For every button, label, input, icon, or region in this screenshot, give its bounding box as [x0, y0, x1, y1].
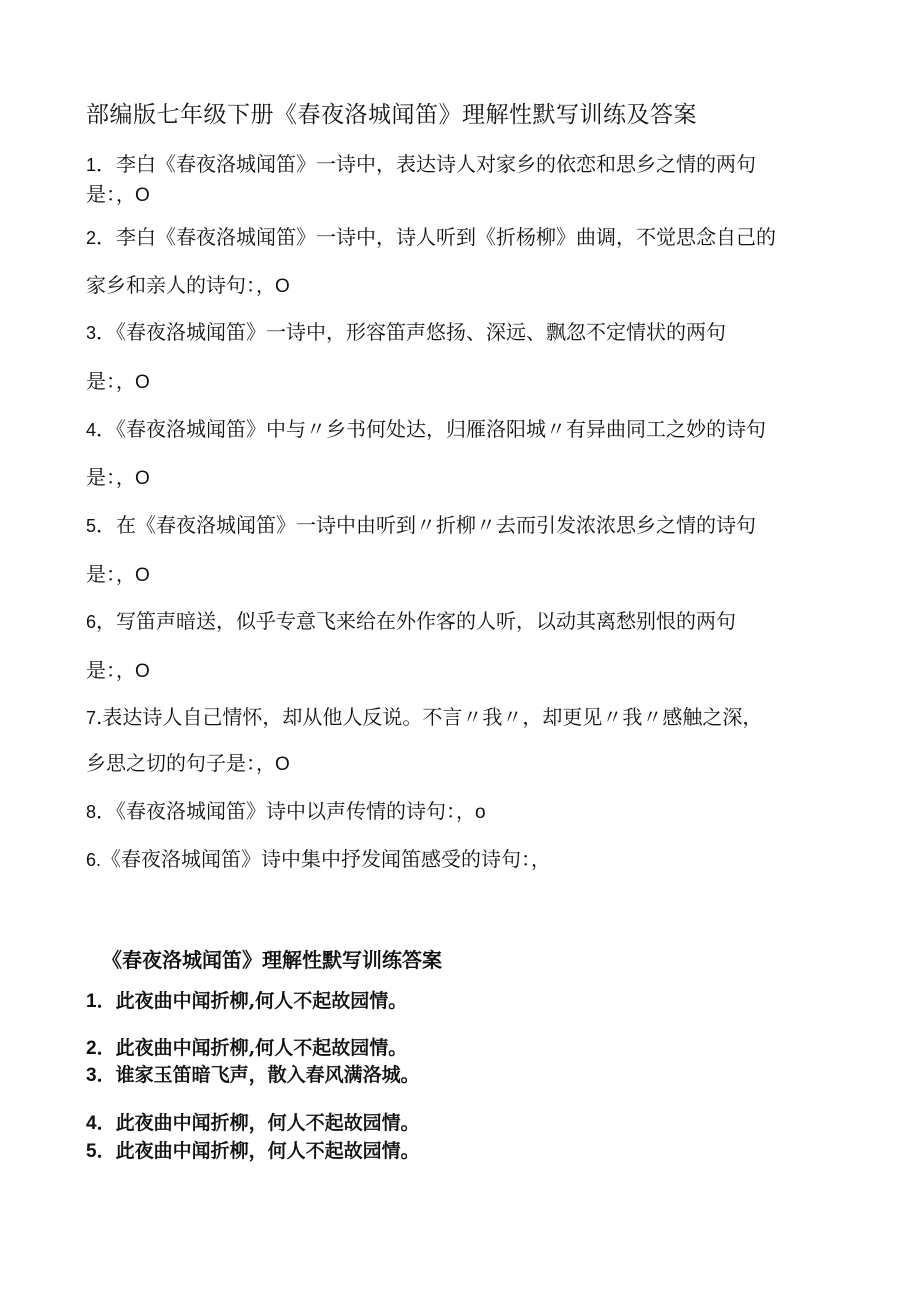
question-4-line-2 [86, 463, 150, 493]
answer-text: ．此夜曲中闻折柳,何人不起故园情。 [96, 1037, 408, 1059]
question-number: 6 [86, 612, 97, 632]
blank-marker: ，O [116, 185, 150, 206]
question-number: 4 [86, 420, 97, 440]
question-text: .表达诗人自己情怀，却从他人反说。不言〃我〃，却更见〃我〃感触之深， [96, 705, 763, 729]
answer-text: ．谁家玉笛暗飞声，散入春风满洛城。 [96, 1064, 420, 1086]
question-3-line-1 [86, 318, 726, 347]
question-number: 1 [86, 155, 97, 175]
question-2-line-1 [86, 223, 776, 252]
answer-text: ．此夜曲中闻折柳,何人不起故园情。 [96, 990, 408, 1012]
answer-1 [86, 988, 407, 1015]
question-5-line-1 [86, 511, 756, 540]
blank-marker: ， [531, 850, 551, 871]
question-5-line-2 [86, 560, 150, 590]
blank-marker: ，O [116, 468, 150, 489]
question-number: 8 [86, 802, 97, 822]
question-text: 是： [86, 465, 116, 489]
blank-marker: ，O [116, 565, 150, 586]
blank-marker: ，O [116, 372, 150, 393]
question-6-line-2 [86, 656, 150, 686]
answer-number: 4 [86, 1113, 97, 1134]
question-text: ．《春夜洛城闻笛》诗中以声传情的诗句： [96, 799, 457, 823]
question-7-line-2 [86, 749, 290, 779]
question-number: 7 [86, 708, 97, 728]
question-1-line-2 [86, 180, 150, 210]
question-text: 是： [86, 369, 116, 393]
document-title: 部编版七年级下册《春夜洛城闻笛》理解性默写训练及答案 [86, 102, 697, 128]
question-number: 6. [86, 850, 102, 870]
question-7-line-1 [86, 703, 762, 732]
question-6-line-1 [86, 607, 736, 636]
question-3-line-2 [86, 367, 150, 397]
answer-number: 5 [86, 1141, 97, 1162]
answer-5 [86, 1138, 420, 1165]
question-text: ．《春夜洛城闻笛》一诗中，形容笛声悠扬、深远、飘忽不定情状的两句 [96, 320, 727, 344]
question-8-line-1 [86, 797, 486, 827]
blank-marker: ，O [256, 754, 290, 775]
answer-4 [86, 1110, 420, 1137]
question-2-line-2 [86, 271, 290, 301]
question-number: 5 [86, 516, 97, 536]
question-number: 3 [86, 323, 97, 343]
blank-marker: ，O [256, 276, 290, 297]
question-text: 是： [86, 658, 116, 682]
question-text: 乡思之切的句子是： [86, 751, 256, 775]
blank-marker: ，O [116, 661, 150, 682]
question-number: 2 [86, 228, 97, 248]
question-4-line-1 [86, 415, 766, 444]
question-text: ．《春夜洛城闻笛》中与〃乡书何处达，归雁洛阳城〃有异曲同工之妙的诗句 [96, 417, 767, 441]
answers-title: 《春夜洛城闻笛》理解性默写训练答案 [102, 948, 442, 972]
answer-3 [86, 1062, 420, 1089]
question-text: 家乡和亲人的诗句： [86, 273, 256, 297]
question-9-line-1 [86, 845, 550, 875]
question-1-line-1 [86, 150, 756, 179]
answer-number: 3 [86, 1065, 97, 1086]
answer-text: ．此夜曲中闻折柳，何人不起故园情。 [96, 1112, 420, 1134]
question-text: ．在《春夜洛城闻笛》一诗中由听到〃折柳〃去而引发浓浓思乡之情的诗句 [96, 513, 757, 537]
question-text: ，写笛声暗送，似乎专意飞来给在外作客的人听，以动其离愁别恨的两句 [96, 609, 737, 633]
blank-marker: ，o [456, 802, 486, 823]
question-text: ．李白《春夜洛城闻笛》一诗中，诗人听到《折杨柳》曲调，不觉思念自己的 [96, 225, 777, 249]
question-text: ．李白《春夜洛城闻笛》一诗中，表达诗人对家乡的依恋和思乡之情的两句 [96, 152, 757, 176]
answer-2 [86, 1035, 407, 1062]
question-text: 是： [86, 182, 116, 206]
question-text: 是： [86, 562, 116, 586]
answer-number: 1 [86, 991, 97, 1012]
answer-text: ．此夜曲中闻折柳，何人不起故园情。 [96, 1140, 420, 1162]
question-text: 《春夜洛城闻笛》诗中集中抒发闻笛感受的诗句： [101, 847, 532, 871]
answer-number: 2 [86, 1038, 97, 1059]
